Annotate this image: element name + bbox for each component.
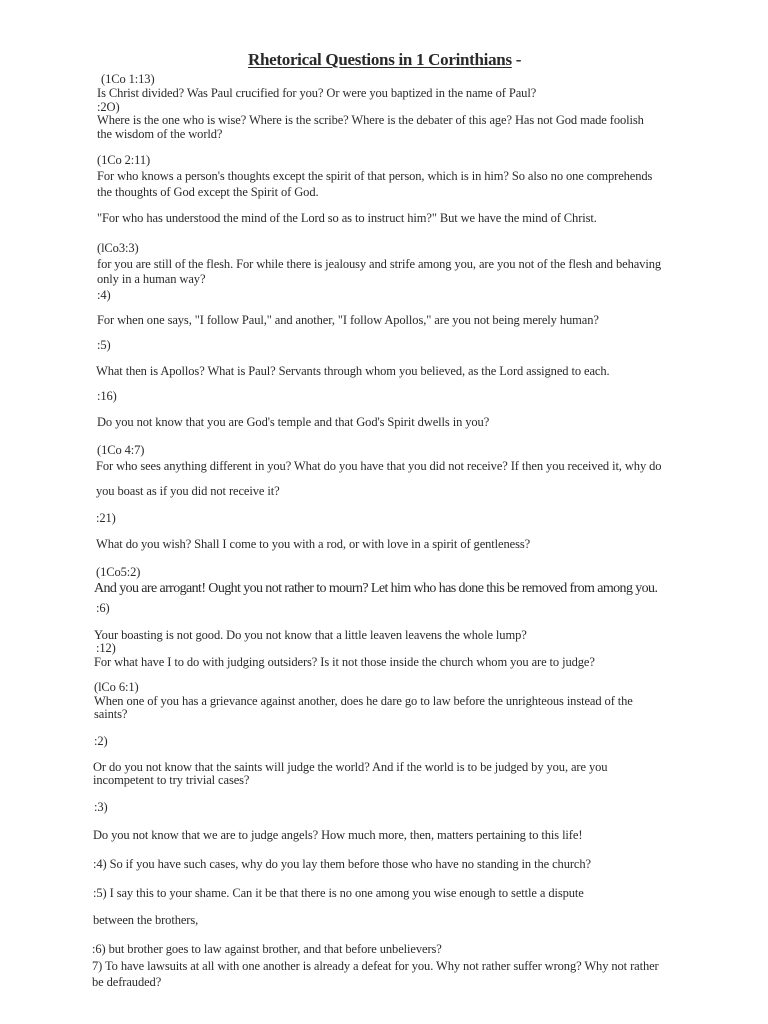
verse-text: :5) I say this to your shame. Can it be that there is no one among you wise enough to settle a dispute — [93, 886, 584, 900]
verse-text: Or do you not know that the saints will judge the world? And if the world is to be judged by you, are you — [93, 760, 608, 774]
verse-text: For what have I to do with judging outsiders? Is it not those inside the church whom you are to judge? — [94, 655, 595, 669]
verse-reference: (1Co 1:13) — [101, 72, 155, 86]
verse-reference: :6) — [96, 601, 110, 615]
page-title — [248, 50, 521, 70]
page-title-dash: - — [515, 50, 522, 69]
verse-reference: (1Co5:2) — [96, 565, 141, 579]
verse-reference: :2O) — [97, 100, 120, 114]
verse-text: Where is the one who is wise? Where is the scribe? Where is the debater of this age? Has not God made foolish — [97, 113, 644, 127]
verse-text: :4) So if you have such cases, why do you lay them before those who have no standing in the church? — [93, 857, 591, 871]
verse-text: Is Christ divided? Was Paul crucified for you? Or were you baptized in the name of Paul? — [97, 86, 537, 100]
verse-reference: (1Co 2:11) — [97, 153, 151, 167]
verse-text: Do you not know that you are God's temple and that God's Spirit dwells in you? — [97, 415, 490, 429]
verse-text: Your boasting is not good. Do you not know that a little leaven leavens the whole lump? — [94, 628, 527, 642]
verse-text: 7) To have lawsuits at all with one another is already a defeat for you. Why not rather suffer wrong? Why not rather — [92, 959, 659, 973]
verse-reference: (lCo3:3) — [97, 241, 139, 255]
verse-text: What do you wish? Shall I come to you with a rod, or with love in a spirit of gentleness? — [96, 537, 531, 551]
verse-text: incompetent to try trivial cases? — [93, 773, 250, 787]
verse-text: for you are still of the flesh. For while there is jealousy and strife among you, are you not of the flesh and behaving — [97, 257, 661, 271]
verse-reference: :4) — [97, 288, 111, 302]
verse-text: the wisdom of the world? — [97, 127, 223, 141]
verse-text: For who knows a person's thoughts except the spirit of that person, which is in him? So also no one comprehends — [97, 169, 653, 183]
verse-reference: :21) — [96, 511, 116, 525]
verse-text: When one of you has a grievance against another, does he dare go to law before the unrighteous instead of the — [94, 694, 633, 708]
verse-reference: :3) — [94, 800, 108, 814]
verse-reference: :16) — [97, 389, 117, 403]
verse-text: saints? — [94, 707, 128, 721]
verse-text: "For who has understood the mind of the Lord so as to instruct him?" But we have the mind of Christ. — [97, 211, 597, 225]
verse-text: the thoughts of God except the Spirit of God. — [97, 185, 319, 199]
verse-text: between the brothers, — [93, 913, 199, 927]
verse-text: For when one says, "I follow Paul," and another, "I follow Apollos," are you not being merely human? — [97, 313, 599, 327]
verse-reference: (1Co 4:7) — [97, 443, 145, 457]
verse-text: For who sees anything different in you? What do you have that you did not receive? If then you received it, why do — [96, 459, 662, 473]
verse-reference: (lCo 6:1) — [94, 680, 139, 694]
verse-reference: :12) — [96, 641, 116, 655]
verse-text: only in a human way? — [97, 272, 206, 286]
verse-reference: :2) — [94, 734, 108, 748]
verse-text: be defrauded? — [92, 975, 162, 989]
verse-text: Do you not know that we are to judge angels? How much more, then, matters pertaining to this life! — [93, 828, 583, 842]
verse-text: :6) but brother goes to law against brother, and that before unbelievers? — [92, 942, 442, 956]
verse-text: What then is Apollos? What is Paul? Servants through whom you believed, as the Lord assigned to each. — [96, 364, 610, 378]
verse-text: And you are arrogant! Ought you not rather to mourn? Let him who has done this be removed from among you. — [94, 581, 658, 596]
verse-reference: :5) — [97, 338, 111, 352]
verse-text: you boast as if you did not receive it? — [96, 484, 280, 498]
page-title-text: Rhetorical Questions in 1 Corinthians — [248, 50, 512, 69]
